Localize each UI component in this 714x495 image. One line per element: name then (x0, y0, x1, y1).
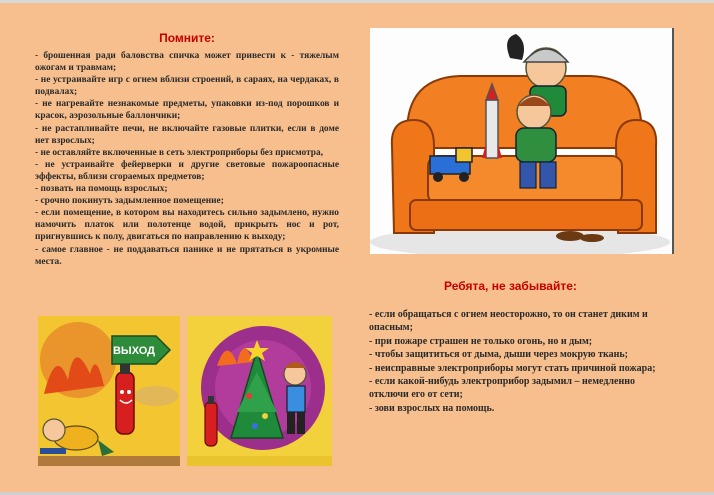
safety-rules-column (35, 31, 339, 268)
rule-item: - срочно покинуть задымленное помещение; (35, 196, 224, 207)
rule-item: - не нагревайте незнакомые предметы, упаковки из-под порошков и красок, аэрозольные баллончики; (35, 99, 339, 122)
reminders-column (369, 308, 669, 415)
remember-title: Помните: (159, 31, 215, 45)
christmas-tree-fire-drawing (187, 316, 332, 466)
reminders-list (369, 308, 669, 415)
top-divider (0, 0, 714, 3)
evacuation-illustration (38, 316, 180, 466)
rule-item: - не устраивайте игр с огнем вблизи строений, в сараях, на чердаках, в подвалах; (35, 75, 339, 98)
rule-item: - не устраивайте фейерверки и другие световые пожароопасные эффекты, вблизи сгораемых предметов; (35, 159, 339, 182)
christmas-tree-fire-illustration (187, 316, 332, 466)
rule-item: - позвать на помощь взрослых; (35, 184, 168, 195)
rule-item: - самое главное - не поддаваться панике и не прятаться в укромные места. (35, 244, 339, 267)
kids-on-sofa-illustration (370, 28, 674, 254)
rule-item: - если помещение, в котором вы находитесь сильно задымлено, нужно намочить платок или полотенце водой, прикрыть нос и рот, пригнувшись к полу, двигаться по направлению к выходу; (35, 208, 339, 243)
reminder-item: - зови взрослых на помощь. (369, 402, 495, 414)
exit-sign-label: ВЫХОД (112, 345, 156, 357)
rule-item: - не растапливайте печи, не включайте газовые плитки, если в доме нет взрослых; (35, 123, 339, 146)
kids-on-sofa-drawing (370, 28, 672, 254)
rule-item: - брошенная ради баловства спичка может привести к - тяжелым ожогам и травмам; (35, 51, 339, 74)
reminder-item: - неисправные электроприборы могут стать причиной пожара; (369, 362, 656, 374)
reminder-item: - если обращаться с огнем неосторожно, то он станет диким и опасным; (369, 309, 648, 334)
reminder-item: - если какой-нибудь электроприбор задымил – немедленно отключи его от сети; (369, 376, 635, 401)
evacuation-drawing (38, 316, 180, 466)
rule-item: - не оставляйте включенные в сеть электроприборы без присмотра, (35, 147, 324, 158)
dont-forget-title: Ребята, не забывайте: (444, 279, 577, 293)
reminder-item: - при пожаре страшен не только огонь, но и дым; (369, 335, 593, 347)
safety-rules-list (35, 50, 339, 268)
reminder-item: - чтобы защититься от дыма, дыши через мокрую ткань; (369, 349, 628, 361)
